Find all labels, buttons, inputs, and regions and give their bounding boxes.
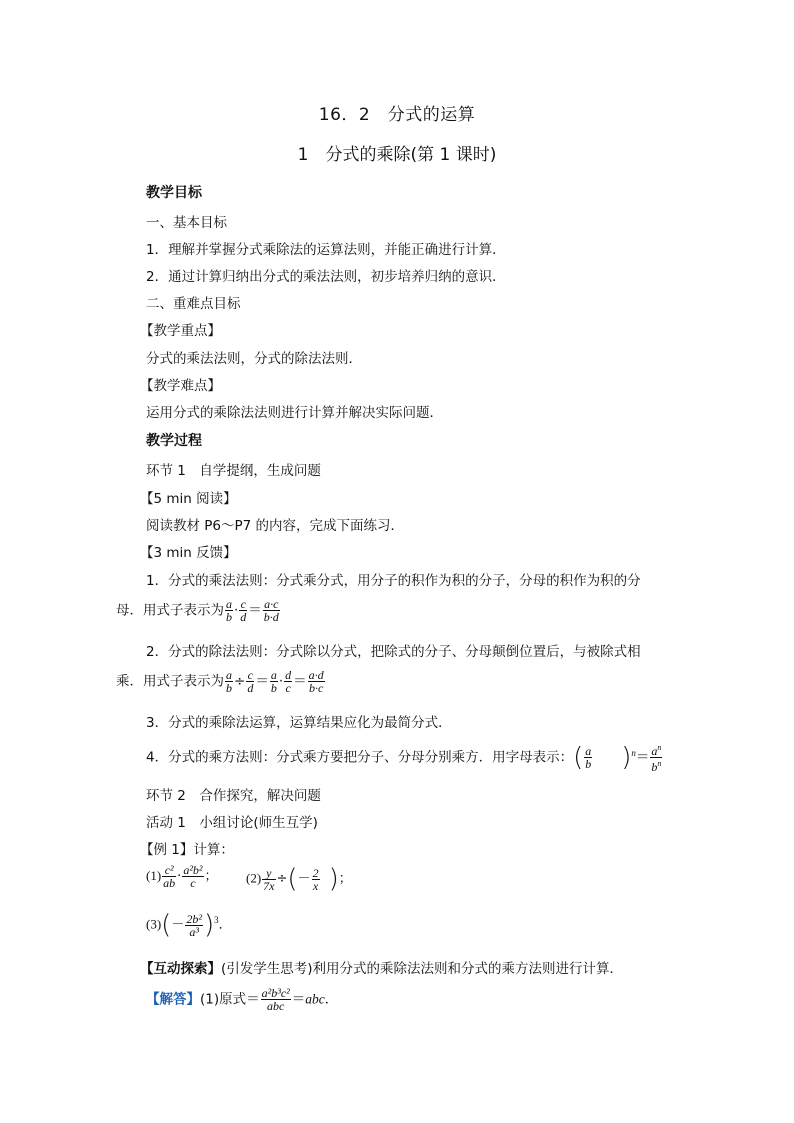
- difficulty-text: 运用分式的乘除法法则进行计算并解决实际问题．: [146, 405, 443, 421]
- section-2-heading: 环节 2 合作探究，解决问题: [146, 788, 321, 804]
- rule-2-line-1: 2．分式的除法法则：分式除以分式，把除式的分子、分母颠倒位置后，与被除式相: [146, 644, 641, 660]
- example-1-part-3: (3)(－ $\frac{\text{2b²}}{\text{a³}}$ )$^3$．: [146, 910, 232, 940]
- feedback-label: 【3 min 反馈】: [140, 545, 237, 561]
- read-label: 【5 min 阅读】: [140, 491, 237, 507]
- fraction-c-over-d: $\frac{c}{d}$: [247, 668, 254, 695]
- page-title: 16．2 分式的运算: [318, 105, 476, 125]
- rule-3: 3．分式的乘除法运算，运算结果应化为最简分式．: [146, 715, 452, 731]
- answer-line: 【解答】(1)原式＝ $\frac{\text{a²b³c²}}{\text{abc}}$ ＝abc．: [146, 986, 339, 1013]
- fraction-d-over-c: $\frac{d}{c}$: [285, 668, 292, 695]
- process-heading: 教学过程: [146, 433, 202, 449]
- example-label: 【例 1】计算：: [140, 842, 234, 858]
- fraction-a-over-b: $\frac{a}{b}$: [226, 668, 232, 695]
- fraction-ad-over-bc: $\frac{a\cdot d}{b\cdot c}$: [308, 668, 324, 695]
- basic-goal-heading: 一、基本目标: [146, 215, 227, 231]
- key-point-label: 【教学重点】: [140, 323, 221, 339]
- page-subtitle: 1 分式的乘除(第 1 课时): [297, 145, 497, 165]
- goal-1: 1．理解并掌握分式乘除法的运算法则，并能正确进行计算．: [146, 242, 506, 258]
- goals-heading: 教学目标: [146, 185, 202, 201]
- fraction-a-over-b: $\frac{a}{b}$: [270, 668, 277, 695]
- key-point-text: 分式的乘法法则，分式的除法法则．: [146, 351, 362, 367]
- example-1-part-2: (2) $\frac{y}{7x}$ ÷(－ $\frac{2}{x}$ )；: [246, 864, 352, 894]
- rule-4: 4．分式的乘方法则：分式乘方要把分子、分母分别乘方．用字母表示：( $\frac{a}{b}$ )$^n$＝ $\frac{a^n}{b^n}$: [146, 742, 662, 774]
- fraction-a-over-b: $\frac{a}{b}$: [226, 597, 232, 624]
- fraction-a-over-b: $\frac{a}{b}$: [585, 744, 592, 771]
- explore-line: 【互动探索】(引发学生思考)利用分式的乘除法法则和分式的乘方法则进行计算．: [140, 961, 624, 977]
- rule-1-line-1: 1．分式的乘法法则：分式乘分式，用分子的积作为积的分子，分母的积作为积的分: [146, 573, 641, 589]
- section-1-heading: 环节 1 自学提纲，生成问题: [146, 463, 321, 479]
- fraction-c-over-d: $\frac{c}{d}$: [240, 597, 247, 624]
- read-text: 阅读教材 P6～P7 的内容，完成下面练习．: [146, 518, 405, 534]
- activity-1: 活动 1 小组讨论(师生互学): [146, 815, 318, 831]
- fraction-an-over-bn: $\frac{a^n}{b^n}$: [651, 743, 662, 774]
- difficulty-label: 【教学难点】: [140, 378, 221, 394]
- key-goal-heading: 二、重难点目标: [146, 296, 241, 312]
- fraction-ac-over-bd: $\frac{a\cdot c}{b\cdot d}$: [263, 597, 279, 624]
- rule-1-line-2: 母．用式子表示为 $\frac{a}{b}$ · $\frac{c}{d}$ ＝ $\frac{a\cdot c}{b\cdot d}$: [116, 597, 279, 624]
- goal-2: 2．通过计算归纳出分式的乘法法则，初步培养归纳的意识．: [146, 269, 506, 285]
- example-1-part-1: (1) $\frac{\text{c²}}{ab}$ · $\frac{\text{a²b²}}{c}$ ；: [146, 863, 218, 890]
- rule-2-line-2: 乘．用式子表示为 $\frac{a}{b}$ ÷ $\frac{c}{d}$ ＝ $\frac{a}{b}$ · $\frac{d}{c}$ ＝ $\frac{a\cdot d}{b\cdot c}$: [116, 668, 324, 695]
